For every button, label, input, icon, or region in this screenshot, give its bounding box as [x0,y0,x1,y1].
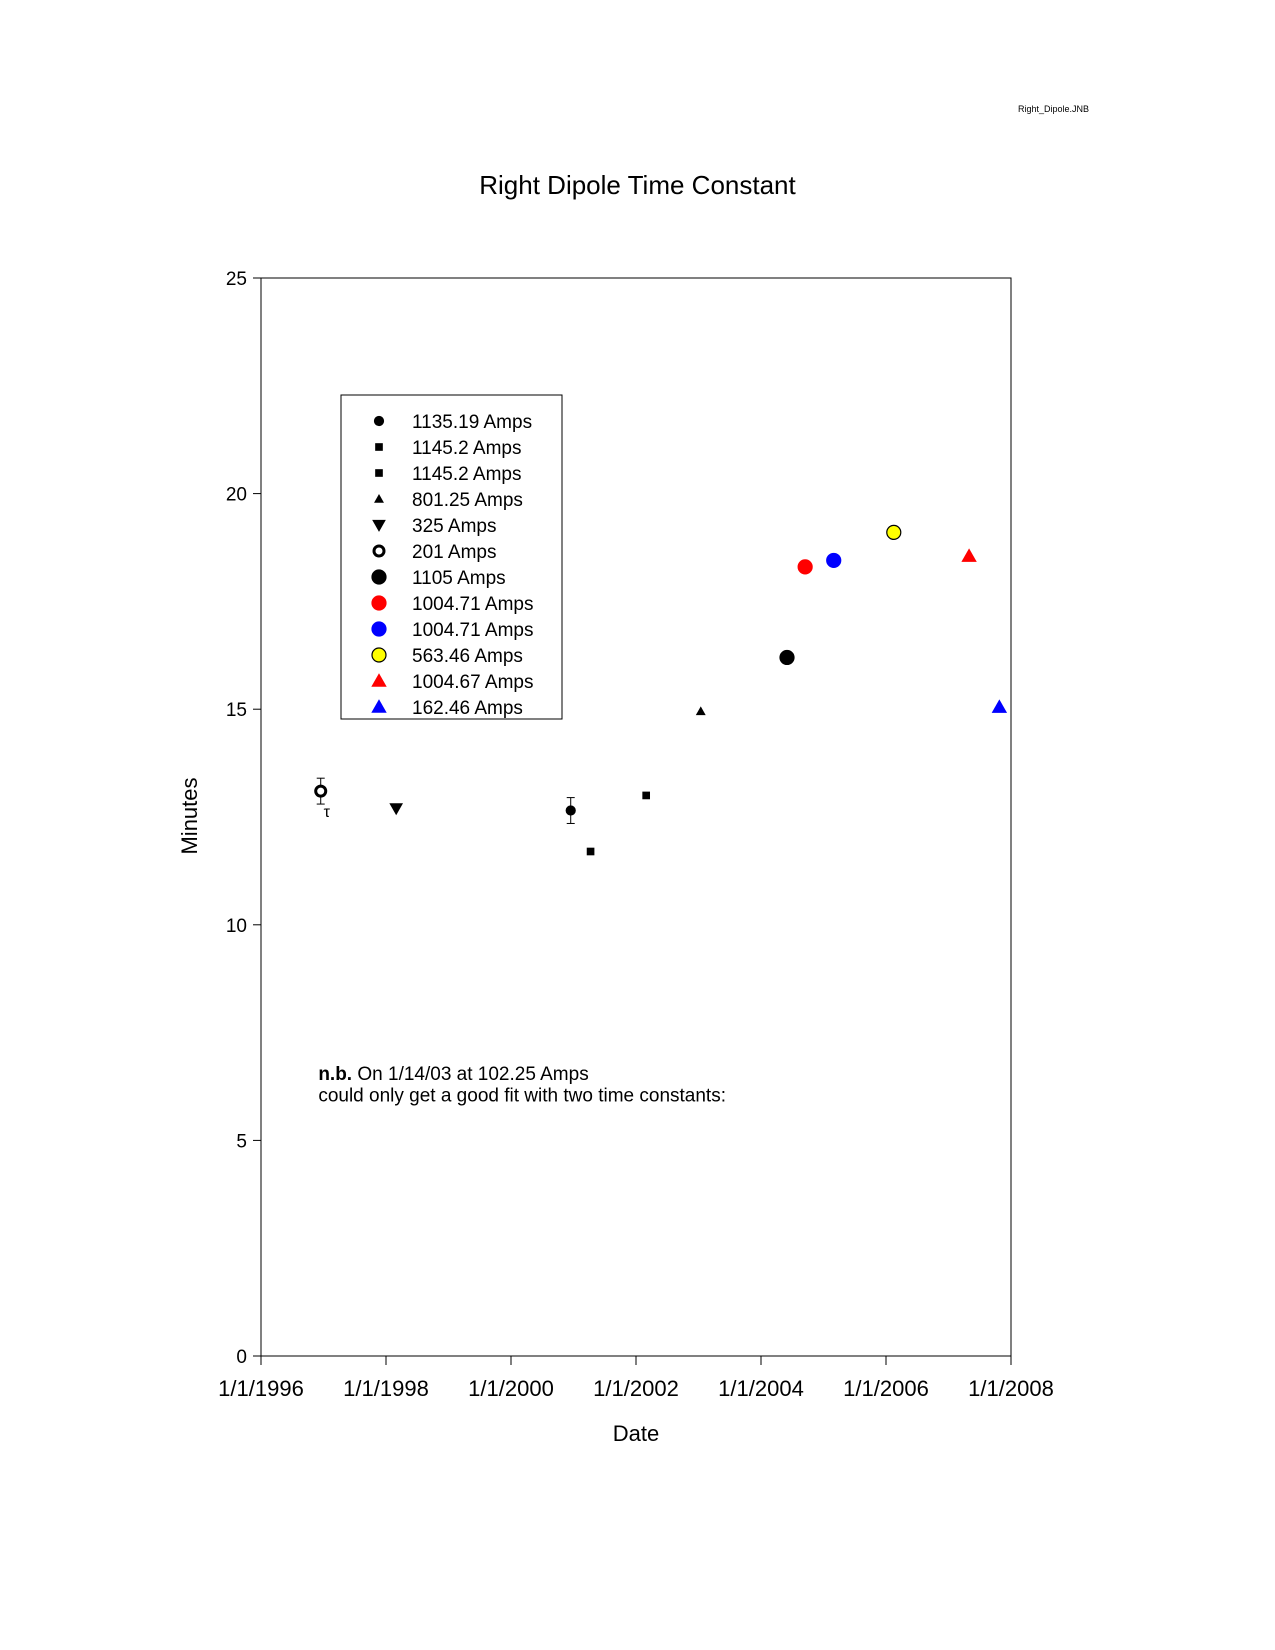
legend-label: 325 Amps [412,516,497,537]
data-point [696,706,706,715]
legend-marker [372,596,386,610]
x-tick-label: 1/1/2008 [968,1376,1054,1401]
y-tick-label: 0 [236,1347,247,1368]
data-point [961,548,976,561]
legend-label: 563.46 Amps [412,646,523,667]
legend-marker [375,417,384,426]
data-point [780,650,794,664]
data-point [887,525,901,539]
legend-label: 1105 Amps [412,568,506,589]
legend-label: 1004.71 Amps [412,620,534,641]
annotation-text: could only get a good fit with two time constants: [318,1085,726,1107]
data-point [587,848,595,856]
legend-label: 1145.2 Amps [412,464,522,485]
legend-label: 1135.19 Amps [412,412,533,433]
y-axis-label: Minutes [177,777,202,855]
data-point [316,786,326,796]
legend-marker [374,546,384,556]
legend-marker [372,648,386,662]
legend-marker [372,570,386,584]
chart-title: Right Dipole Time Constant [479,170,796,200]
x-tick-label: 1/1/1998 [343,1376,429,1401]
data-point [642,792,650,800]
data-point [992,699,1007,712]
data-point [566,806,575,815]
x-axis-label: Date [612,1421,660,1446]
legend [341,395,562,719]
legend-label: 201 Amps [412,542,497,563]
y-tick-label: 10 [225,915,247,937]
legend-label: 1004.71 Amps [412,594,534,615]
legend-marker [375,443,383,451]
data-point [389,803,403,815]
x-tick-label: 1/1/2004 [718,1376,804,1401]
legend-label: 1145.2 Amps [412,438,522,459]
x-tick-label: 1/1/2002 [593,1376,679,1401]
y-tick-label: 5 [236,1131,247,1153]
x-tick-label: 1/1/2000 [468,1376,554,1401]
annotation-text: n.b. On 1/14/03 at 102.25 Amps [318,1064,589,1086]
x-tick-label: 1/1/2006 [843,1376,929,1401]
y-tick-label: 20 [225,484,247,506]
legend-marker [375,469,383,477]
annotation-text: τ [323,804,330,821]
y-tick-label: 25 [225,269,247,290]
legend-label: 162.46 Amps [412,698,523,719]
legend-marker [372,622,386,636]
x-tick-label: 1/1/1996 [218,1376,304,1401]
legend-label: 801.25 Amps [412,490,523,511]
data-point [827,553,841,567]
data-point [798,560,812,574]
y-tick-label: 15 [225,700,247,722]
file-tag: Right_Dipole.JNB [1018,104,1090,114]
legend-label: 1004.67 Amps [412,672,534,693]
